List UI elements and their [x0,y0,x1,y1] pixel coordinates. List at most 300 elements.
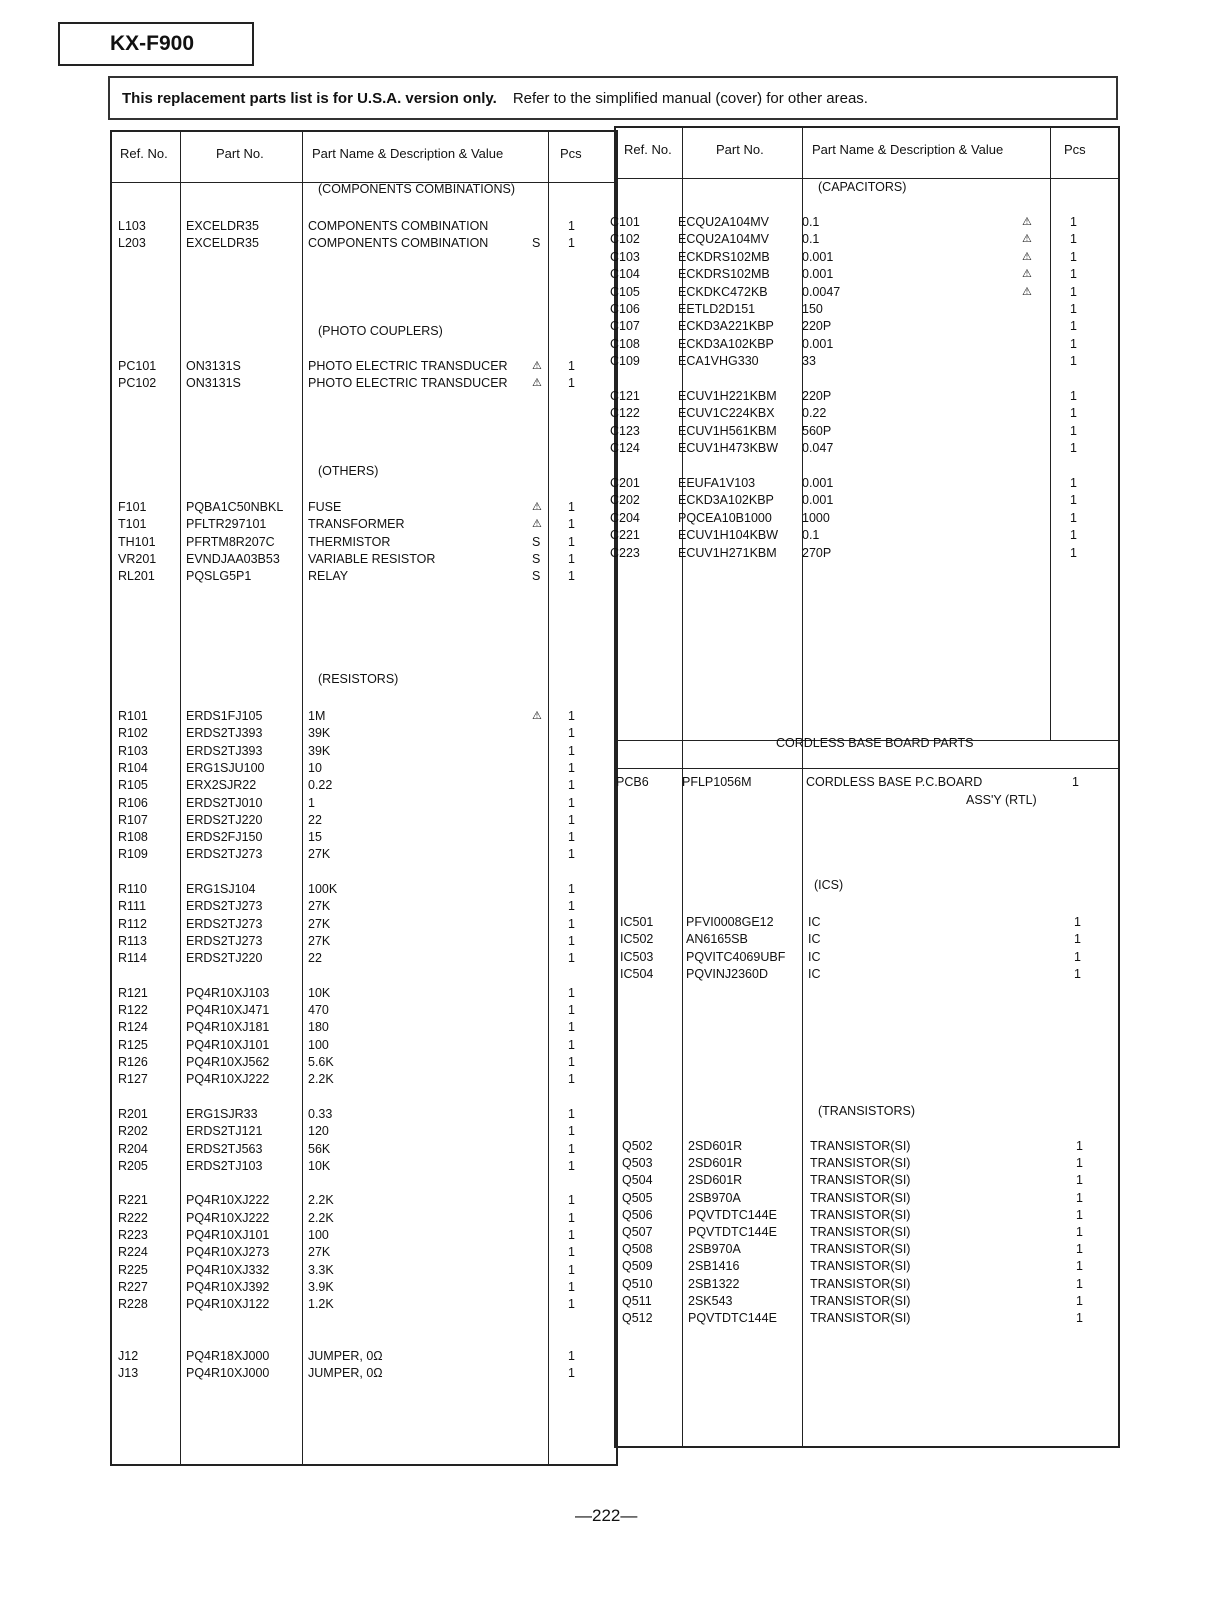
left-parts-table [110,130,618,1466]
part-ref: C223 [610,545,640,560]
part-description: 270P [802,545,832,560]
part-quantity: 1 [568,830,575,845]
part-ref: T101 [118,517,147,532]
part-number: ECQU2A104MV [678,232,770,247]
part-number: ECKD3A102KBP [678,493,774,508]
part-description: 10K [308,985,331,1000]
part-ref: IC501 [620,915,654,929]
part-description: TRANSISTOR(SI) [810,1311,911,1325]
part-number: ERG1SJU100 [186,760,265,775]
part-description: 1 [308,795,315,810]
part-quantity: 1 [568,1193,575,1208]
part-ref: C107 [610,319,640,334]
part-quantity: 1 [568,951,575,966]
part-description: 33 [802,354,816,369]
part-ref: R228 [118,1297,148,1312]
part-quantity: 1 [1074,932,1081,947]
part-description: TRANSISTOR(SI) [810,1259,911,1274]
part-ref: R106 [118,795,148,810]
part-description: IC [808,967,821,982]
part-ref: R124 [118,1020,148,1035]
col-header-pcs: Pcs [560,146,582,161]
part-number: PQ4R10XJ222 [186,1193,270,1208]
part-description: IC [808,949,821,964]
part-ref: R101 [118,709,148,723]
part-number: EETLD2D151 [678,302,756,316]
part-description: JUMPER, 0Ω [308,1366,383,1381]
part-number: ERDS1FJ105 [186,709,263,723]
part-description: TRANSISTOR(SI) [810,1156,911,1171]
part-number: PQ4R10XJ273 [186,1245,270,1260]
part-number: ERDS2TJ220 [186,951,263,966]
part-quantity: 1 [1070,528,1077,543]
part-quantity: 1 [568,812,575,827]
part-ref: Q504 [622,1173,653,1188]
part-number: 2SB1416 [688,1259,740,1274]
part-description: 220P [802,319,832,334]
part-number: PQVTDTC144E [688,1311,777,1325]
part-number: ON3131S [186,359,241,373]
part-number: PQBA1C50NBKL [186,500,284,514]
part-description: 22 [308,951,322,966]
part-ref: C121 [610,389,640,403]
part-number: PQ4R10XJ103 [186,985,270,1000]
part-number: ERDS2TJ393 [186,726,263,741]
part-ref: PC101 [118,359,157,373]
part-description: TRANSFORMER [308,517,405,532]
part-description: 2.2K [308,1210,334,1225]
part-quantity: 1 [1076,1276,1083,1291]
part-description: 2.2K [308,1072,334,1087]
part-quantity: 1 [1076,1173,1083,1188]
part-ref: R112 [118,916,147,931]
part-quantity: 1 [568,709,575,723]
part-number: PQVTDTC144E [688,1207,777,1222]
col-header-part-right: Part No. [716,142,764,157]
part-ref: R109 [118,847,148,862]
part-description: 1M [308,709,326,723]
part-ref: C102 [610,232,640,247]
part-description: 0.001 [802,336,834,351]
part-number: EXCELDR35 [186,219,259,233]
part-description: 10K [308,1158,331,1173]
part-quantity: 1 [568,1349,575,1364]
safety-mark: S [532,551,541,566]
part-description: 27K [308,916,331,931]
part-number: ECKD3A221KBP [678,319,774,334]
part-number: ERX2SJR22 [186,778,257,793]
part-ref: R227 [118,1279,148,1294]
section-title: (OTHERS) [318,464,379,478]
part-description: 1.2K [308,1297,334,1312]
part-number: PFLP1056M [682,775,752,789]
part-description: 27K [308,933,331,948]
part-quantity: 1 [568,219,575,233]
part-number: ECUV1H561KBM [678,423,777,438]
part-ref: Q507 [622,1225,653,1239]
part-number: PQ4R10XJ181 [186,1020,270,1035]
part-quantity: 1 [568,726,575,741]
part-ref: R127 [118,1072,148,1087]
part-number: 2SD601R [688,1156,743,1171]
part-ref: R102 [118,726,148,741]
section-title: (COMPONENTS COMBINATIONS) [318,182,515,196]
part-ref: R110 [118,882,147,896]
part-ref: C105 [610,284,640,299]
part-description: 3.3K [308,1262,334,1277]
part-number: 2SB970A [688,1190,741,1205]
part-ref: R222 [118,1210,148,1225]
part-ref: IC502 [620,932,654,947]
part-ref: C124 [610,441,640,456]
part-ref: R224 [118,1245,148,1260]
part-number: ERG1SJ104 [186,882,256,896]
part-description: 22 [308,812,322,827]
part-description: COMPONENTS COMBINATION [308,219,489,233]
part-quantity: 1 [1076,1259,1083,1274]
part-number: ERDS2TJ273 [186,916,263,931]
part-quantity: 1 [568,882,575,896]
part-number: ECKD3A102KBP [678,336,774,351]
safety-mark: S [532,236,541,251]
section-title: (CAPACITORS) [818,180,907,194]
part-description: 5.6K [308,1055,334,1069]
part-quantity: 1 [568,795,575,810]
part-quantity: 1 [568,569,575,584]
part-description: COMPONENTS COMBINATION [308,236,489,251]
part-number: 2SK543 [688,1293,733,1308]
part-description-cont: ASS'Y (RTL) [966,793,1037,807]
part-number: PQ4R10XJ000 [186,1366,270,1381]
part-description: IC [808,915,821,929]
part-number: AN6165SB [686,932,748,947]
part-quantity: 1 [568,1020,575,1035]
part-description: 0.1 [802,215,820,229]
part-description: 1000 [802,510,830,525]
part-ref: R205 [118,1158,148,1173]
part-number: ECKDRS102MB [678,249,770,264]
part-ref: C103 [610,249,640,264]
part-description: TRANSISTOR(SI) [810,1173,911,1188]
part-number: PQ4R10XJ332 [186,1262,270,1277]
part-ref: TH101 [118,534,156,549]
part-ref: C221 [610,528,640,543]
part-number: PQ4R10XJ101 [186,1037,270,1052]
warning-icon: ⚠ [1022,268,1032,281]
part-description: 2.2K [308,1193,334,1208]
col-header-desc-right: Part Name & Description & Value [812,142,1004,157]
part-quantity: 1 [1074,967,1081,982]
part-quantity: 1 [568,916,575,931]
part-number: ECUV1H104KBW [678,528,779,543]
part-ref: R122 [118,1003,148,1018]
model-text: KX-F900 [110,32,195,55]
part-number: PQCEA10B1000 [678,510,772,525]
warning-icon: ⚠ [1022,285,1032,298]
part-quantity: 1 [568,743,575,758]
part-ref: Q511 [622,1293,652,1308]
part-number: ECKDKC472KB [678,284,768,299]
part-quantity: 1 [568,1262,575,1277]
part-number: PFLTR297101 [186,517,267,532]
col-header-pcs-right: Pcs [1064,142,1086,157]
part-description: 220P [802,389,832,403]
part-quantity: 1 [1070,336,1077,351]
part-description: RELAY [308,569,349,584]
part-description: JUMPER, 0Ω [308,1349,383,1364]
part-description: 0.1 [802,232,820,247]
part-description: 15 [308,830,322,845]
part-quantity: 1 [568,899,575,914]
part-quantity: 1 [568,778,575,793]
part-ref: IC503 [620,949,654,964]
warning-icon: ⚠ [1022,233,1032,246]
part-quantity: 1 [1070,510,1077,525]
part-number: ERDS2TJ393 [186,743,263,758]
part-number: 2SB1322 [688,1276,740,1291]
part-description: TRANSISTOR(SI) [810,1293,911,1308]
part-quantity: 1 [1076,1242,1083,1257]
part-ref: RL201 [118,569,155,584]
part-quantity: 1 [1070,232,1077,247]
part-description: 100 [308,1037,329,1052]
part-ref: R103 [118,743,148,758]
part-description: 0.001 [802,493,834,508]
part-ref: R225 [118,1262,148,1277]
part-ref: Q503 [622,1156,653,1171]
part-number: ERDS2TJ121 [186,1124,263,1139]
part-quantity: 1 [568,500,575,514]
part-description: 10 [308,760,322,775]
part-ref: R201 [118,1106,148,1121]
part-ref: R202 [118,1124,148,1139]
part-ref: C108 [610,336,640,351]
part-number: PQSLG5P1 [186,569,252,584]
part-number: PQ4R10XJ122 [186,1297,270,1312]
part-number: EEUFA1V103 [678,476,756,490]
part-ref: Q508 [622,1242,653,1257]
part-number: PQ4R18XJ000 [186,1349,270,1364]
part-ref: L103 [118,219,146,233]
part-quantity: 1 [1070,406,1077,421]
part-ref: R108 [118,830,148,845]
part-description: FUSE [308,500,342,514]
part-quantity: 1 [568,376,575,391]
part-description: TRANSISTOR(SI) [810,1207,911,1222]
part-quantity: 1 [568,933,575,948]
part-description: CORDLESS BASE P.C.BOARD [806,775,983,789]
part-ref: C104 [610,267,640,282]
warning-icon: ⚠ [1022,216,1032,228]
part-number: 2SD601R [688,1139,743,1153]
part-ref: R114 [118,951,147,966]
part-ref: Q509 [622,1259,653,1274]
model-label [58,22,254,66]
safety-mark: S [532,534,541,549]
part-quantity: 1 [568,359,575,373]
part-number: ERG1SJR33 [186,1106,258,1121]
part-number: PQ4R10XJ471 [186,1003,270,1018]
part-quantity: 1 [568,1003,575,1018]
part-description: 0.22 [308,778,333,793]
part-number: ERDS2TJ273 [186,847,263,862]
part-quantity: 1 [1070,302,1077,316]
part-description: TRANSISTOR(SI) [810,1139,911,1153]
board-section-title: CORDLESS BASE BOARD PARTS [776,736,974,750]
notice-bold: This replacement parts list is for U.S.A. version only. [122,89,497,107]
part-description: 27K [308,899,331,914]
notice-banner [108,76,1118,120]
part-number: ECUV1H221KBM [678,389,777,403]
part-description: 0.0047 [802,284,841,299]
part-description: 0.22 [802,406,827,421]
warning-icon: ⚠ [532,377,542,390]
part-ref: VR201 [118,551,157,566]
part-quantity: 1 [1072,775,1079,789]
part-ref: R113 [118,933,147,948]
part-description: 100K [308,882,338,896]
part-number: ERDS2TJ103 [186,1158,263,1173]
part-quantity: 1 [1070,545,1077,560]
right-parts-table [610,126,1120,1448]
part-ref: R104 [118,760,148,775]
part-quantity: 1 [1074,949,1081,964]
part-number: ERDS2TJ273 [186,899,263,914]
part-ref: R204 [118,1141,148,1156]
part-number: EVNDJAA03B53 [186,551,280,566]
warning-icon: ⚠ [532,710,542,722]
part-quantity: 1 [1070,249,1077,264]
part-quantity: 1 [568,1055,575,1069]
part-quantity: 1 [568,847,575,862]
part-quantity: 1 [1070,423,1077,438]
part-number: ECUV1H271KBM [678,545,777,560]
part-quantity: 1 [568,760,575,775]
part-quantity: 1 [1070,319,1077,334]
part-quantity: 1 [568,985,575,1000]
part-number: ERDS2TJ220 [186,812,263,827]
part-description: 3.9K [308,1279,334,1294]
section-title: (TRANSISTORS) [818,1104,915,1118]
part-number: PQVITC4069UBF [686,949,786,964]
part-quantity: 1 [568,1106,575,1121]
part-description: 39K [308,743,331,758]
part-number: PQVTDTC144E [688,1225,777,1239]
part-ref: R105 [118,778,148,793]
part-quantity: 1 [1076,1311,1083,1325]
part-description: 0.33 [308,1106,333,1121]
warning-icon: ⚠ [532,518,542,531]
section-title: (PHOTO COUPLERS) [318,324,443,338]
part-description: TRANSISTOR(SI) [810,1276,911,1291]
part-description: 0.001 [802,267,834,282]
part-quantity: 1 [1076,1190,1083,1205]
part-quantity: 1 [1070,476,1077,490]
part-number: ERDS2TJ010 [186,795,263,810]
part-ref: J12 [118,1349,139,1364]
part-number: 2SB970A [688,1242,741,1257]
part-ref: PCB6 [616,775,649,789]
part-quantity: 1 [1070,354,1077,369]
section-title: (RESISTORS) [318,672,399,686]
part-ref: Q506 [622,1207,653,1222]
part-number: PFVI0008GE12 [686,915,774,929]
part-quantity: 1 [568,551,575,566]
part-number: ECQU2A104MV [678,215,770,229]
part-quantity: 1 [568,1158,575,1173]
part-description: 0.1 [802,528,820,543]
part-description: VARIABLE RESISTOR [308,551,436,566]
part-number: PQ4R10XJ101 [186,1228,270,1242]
part-quantity: 1 [568,1228,575,1242]
page-number: —222— [575,1506,638,1525]
part-quantity: 1 [568,1210,575,1225]
part-number: 2SD601R [688,1173,743,1188]
part-quantity: 1 [1076,1293,1083,1308]
safety-mark: S [532,569,541,584]
part-ref: C201 [610,476,640,490]
part-ref: R125 [118,1037,148,1052]
part-description: 560P [802,423,832,438]
part-ref: R223 [118,1228,148,1242]
part-description: 0.047 [802,441,834,456]
part-quantity: 1 [1076,1207,1083,1222]
part-quantity: 1 [568,1141,575,1156]
col-header-part: Part No. [216,146,264,161]
part-ref: Q502 [622,1139,653,1153]
part-quantity: 1 [1070,267,1077,282]
part-quantity: 1 [568,1037,575,1052]
warning-icon: ⚠ [532,501,542,513]
part-description: PHOTO ELECTRIC TRANSDUCER [308,359,508,373]
part-description: 56K [308,1141,331,1156]
part-number: PQVINJ2360D [686,967,768,982]
part-quantity: 1 [568,1279,575,1294]
part-description: 0.001 [802,249,834,264]
part-quantity: 1 [1070,493,1077,508]
part-number: ECA1VHG330 [678,354,759,369]
part-description: 470 [308,1003,329,1018]
part-description: 100 [308,1228,329,1242]
notice-rest: Refer to the simplified manual (cover) for other areas. [512,89,868,107]
part-description: THERMISTOR [308,534,391,549]
part-ref: Q512 [622,1311,653,1325]
part-quantity: 1 [568,534,575,549]
part-description: 0.001 [802,476,834,490]
part-description: 120 [308,1124,329,1139]
part-ref: R221 [118,1193,148,1208]
part-ref: C106 [610,302,640,316]
part-ref: C109 [610,354,640,369]
part-number: PFRTM8R207C [186,534,275,549]
part-ref: C123 [610,423,640,438]
part-quantity: 1 [1070,215,1077,229]
part-ref: J13 [118,1366,139,1381]
part-ref: R107 [118,812,148,827]
part-quantity: 1 [1070,441,1077,456]
part-number: PQ4R10XJ222 [186,1072,270,1087]
part-description: 27K [308,847,331,862]
part-number: PQ4R10XJ222 [186,1210,270,1225]
part-number: ERDS2FJ150 [186,830,263,845]
part-ref: PC102 [118,376,157,391]
part-ref: C204 [610,510,640,525]
part-ref: Q510 [622,1276,653,1291]
part-ref: F101 [118,500,147,514]
part-quantity: 1 [568,1245,575,1260]
section-title: (ICS) [814,878,844,892]
warning-icon: ⚠ [532,360,542,372]
